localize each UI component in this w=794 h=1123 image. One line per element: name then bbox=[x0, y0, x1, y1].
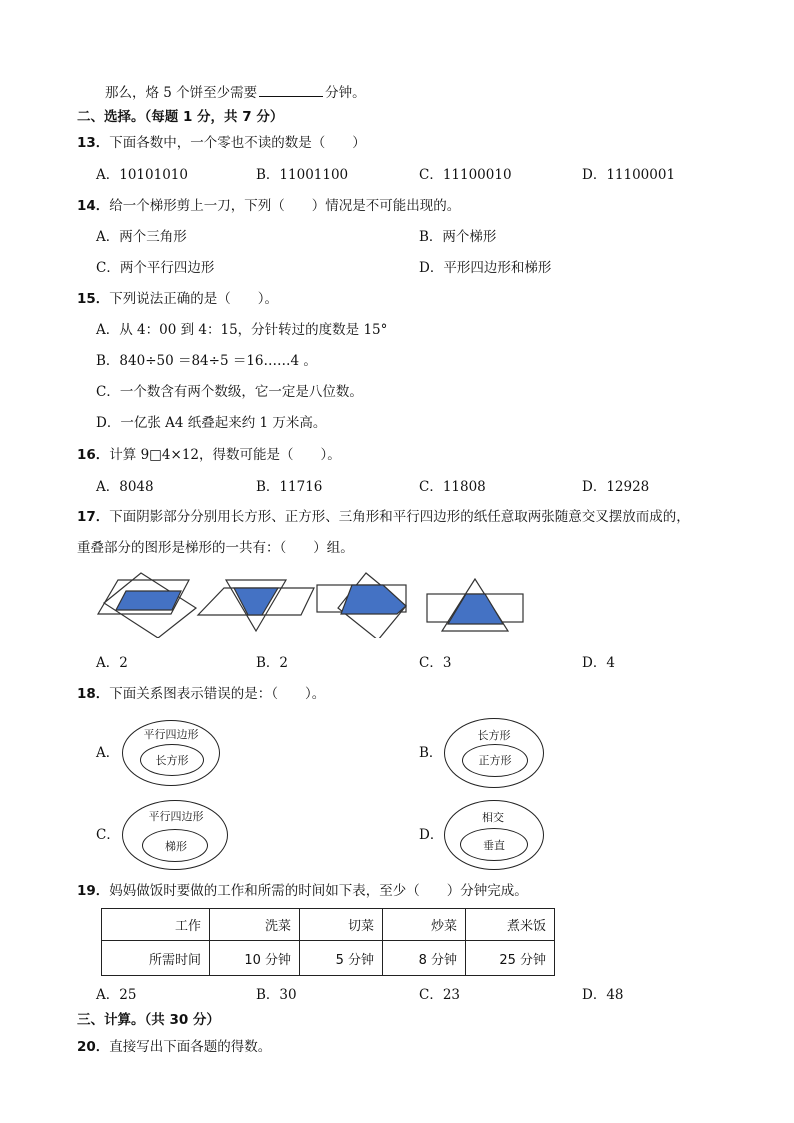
option-b[interactable]: B． bbox=[419, 745, 443, 761]
question-18 bbox=[77, 685, 325, 703]
option-c[interactable]: C．一个数含有两个数级，它一定是八位数。 bbox=[96, 384, 363, 400]
inner-label: 垂直 bbox=[483, 839, 505, 852]
question-16 bbox=[77, 446, 341, 464]
prev-line-before: 那么，烙 5 个饼至少需要 bbox=[105, 85, 258, 101]
question-number: 18． bbox=[77, 686, 110, 702]
option-d[interactable]: D．平形四边形和梯形 bbox=[419, 260, 552, 276]
cooking-time-table bbox=[101, 908, 555, 976]
option-c[interactable]: C．11808 bbox=[419, 479, 486, 495]
option-b[interactable]: B．30 bbox=[256, 987, 297, 1003]
inner-label: 长方形 bbox=[155, 754, 189, 767]
table-cell: 5 分钟 bbox=[300, 941, 383, 976]
question-text: 下面阴影部分分别用长方形、正方形、三角形和平行四边形的纸任意取两张随意交叉摆放而成的， bbox=[109, 509, 690, 525]
table-row bbox=[102, 909, 555, 941]
option-c[interactable]: C．23 bbox=[419, 987, 461, 1003]
question-text: 计算 9□4×12，得数可能是（ ）。 bbox=[109, 447, 341, 463]
outer-label: 平行四边形 bbox=[143, 728, 199, 741]
trapezoid-overlap-shading bbox=[234, 588, 278, 615]
outer-label: 平行四边形 bbox=[148, 810, 204, 823]
question-17-line2: 重叠部分的图形是梯形的一共有：（ ）组。 bbox=[77, 540, 354, 556]
section-heading-choice: 二、选择。（每题 1 分，共 7 分） bbox=[77, 109, 284, 125]
option-a[interactable]: A．8048 bbox=[96, 479, 154, 495]
option-a[interactable]: A．两个三角形 bbox=[96, 229, 187, 245]
question-text: 下面各数中，一个零也不读的数是（ ） bbox=[109, 135, 366, 151]
figure-4 bbox=[427, 579, 523, 631]
question-number: 15． bbox=[77, 291, 110, 307]
option-c[interactable]: C．两个平行四边形 bbox=[96, 260, 215, 276]
trapezoid-overlap-shading bbox=[341, 585, 406, 614]
option-d[interactable]: D．4 bbox=[582, 655, 615, 671]
table-header-cell: 洗菜 bbox=[210, 909, 300, 941]
option-a[interactable]: A． bbox=[96, 745, 120, 761]
option-c[interactable]: C．11100010 bbox=[419, 167, 512, 183]
question-text: 直接写出下面各题的得数。 bbox=[109, 1039, 272, 1055]
table-row bbox=[102, 941, 555, 976]
outer-label: 相交 bbox=[482, 811, 504, 824]
question-17 bbox=[77, 508, 690, 526]
option-d[interactable]: D．11100001 bbox=[582, 167, 676, 183]
option-a[interactable]: A．10101010 bbox=[96, 167, 188, 183]
table-cell: 10 分钟 bbox=[210, 941, 300, 976]
table-header-cell: 工作 bbox=[102, 909, 210, 941]
option-b[interactable]: B．11001100 bbox=[256, 167, 349, 183]
question-text: 下列说法正确的是（ ）。 bbox=[109, 291, 279, 307]
question-number: 17． bbox=[77, 509, 110, 525]
inner-label: 正方形 bbox=[478, 754, 512, 767]
answer-blank[interactable] bbox=[259, 82, 323, 97]
prev-question-line bbox=[105, 82, 366, 102]
question-number: 14． bbox=[77, 198, 110, 214]
figure-2 bbox=[198, 580, 314, 631]
trapezoid-overlap-shading bbox=[116, 591, 181, 610]
question-number: 16． bbox=[77, 447, 110, 463]
option-a[interactable]: A．2 bbox=[96, 655, 128, 671]
question-15 bbox=[77, 290, 278, 308]
overlap-figures bbox=[96, 568, 526, 638]
question-19 bbox=[77, 882, 528, 900]
option-a[interactable]: A．从 4：00 到 4：15，分针转过的度数是 15° bbox=[96, 322, 388, 338]
outer-label: 长方形 bbox=[477, 729, 511, 742]
question-number: 20． bbox=[77, 1039, 110, 1055]
option-d[interactable]: D．12928 bbox=[582, 479, 650, 495]
question-text: 妈妈做饭时要做的工作和所需的时间如下表，至少（ ）分钟完成。 bbox=[109, 883, 528, 899]
option-b[interactable]: B．840÷50 ＝84÷5 ＝16……4 。 bbox=[96, 353, 317, 369]
question-number: 13． bbox=[77, 135, 110, 151]
option-d[interactable]: D．一亿张 A4 纸叠起来约 1 万米高。 bbox=[96, 415, 327, 431]
option-b[interactable]: B．两个梯形 bbox=[419, 229, 497, 245]
table-cell: 8 分钟 bbox=[383, 941, 466, 976]
table-header-cell: 煮米饭 bbox=[466, 909, 555, 941]
option-b[interactable]: B．11716 bbox=[256, 479, 323, 495]
question-text: 给一个梯形剪上一刀，下列（ ）情况是不可能出现的。 bbox=[109, 198, 461, 214]
figure-1 bbox=[98, 573, 196, 638]
table-header-cell: 炒菜 bbox=[383, 909, 466, 941]
question-14 bbox=[77, 197, 460, 215]
question-13 bbox=[77, 134, 366, 152]
table-cell: 所需时间 bbox=[102, 941, 210, 976]
question-20 bbox=[77, 1038, 271, 1056]
table-header-cell: 切菜 bbox=[300, 909, 383, 941]
option-d[interactable]: D．48 bbox=[582, 987, 624, 1003]
option-c[interactable]: C．3 bbox=[419, 655, 452, 671]
figure-3 bbox=[317, 573, 406, 638]
section-heading-calculation: 三、计算。（共 30 分） bbox=[77, 1012, 220, 1028]
option-d[interactable]: D． bbox=[419, 827, 444, 843]
option-c[interactable]: C． bbox=[96, 827, 120, 843]
prev-line-after: 分钟。 bbox=[325, 85, 366, 101]
question-number: 19． bbox=[77, 883, 110, 899]
option-b[interactable]: B．2 bbox=[256, 655, 289, 671]
question-text: 下面关系图表示错误的是：（ ）。 bbox=[109, 686, 326, 702]
table-cell: 25 分钟 bbox=[466, 941, 555, 976]
option-a[interactable]: A．25 bbox=[96, 987, 137, 1003]
inner-label: 梯形 bbox=[165, 840, 187, 853]
